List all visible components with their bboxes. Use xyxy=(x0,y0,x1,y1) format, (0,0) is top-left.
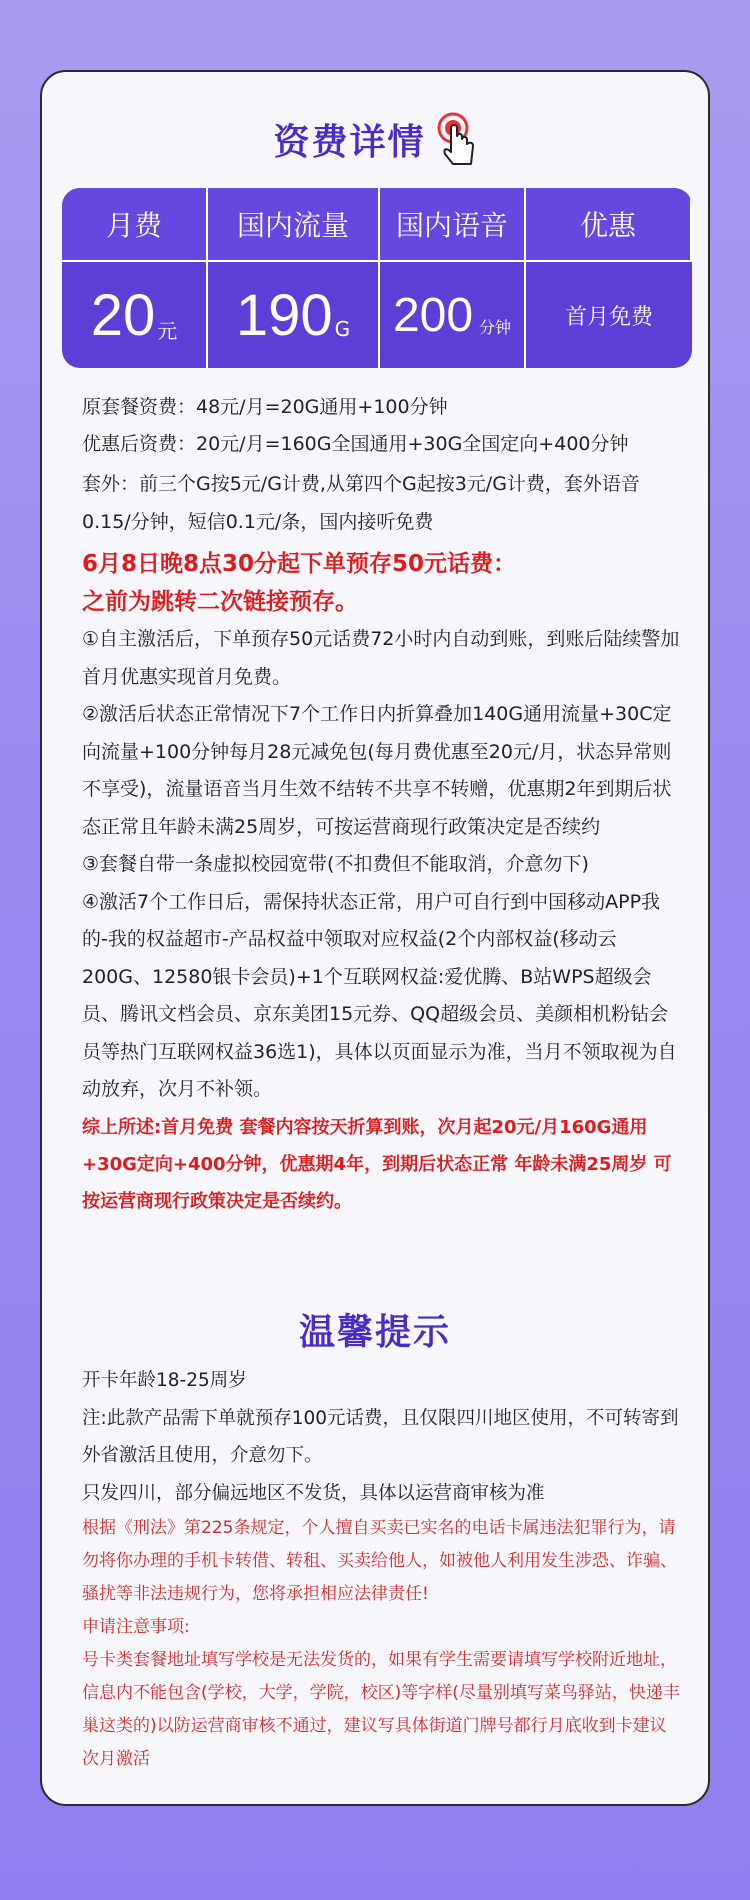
promo-value: 首月免费 xyxy=(564,304,653,330)
tips-title: 温馨提示 xyxy=(298,1312,451,1353)
header-monthly-fee: 月费 xyxy=(62,188,208,260)
rule-item-1: ①自主激活后，下单预存50元话费72小时内自动到账，到账后陆续警加首月优惠实现首月免费。 xyxy=(82,628,680,688)
voice-cell xyxy=(380,262,526,368)
tip-legal: 根据《刑法》第225条规定，个人擅自买卖已实名的电话卡属违法犯罪行为，请勿将你办理的手机卡转借、转租、买卖给他人，如被他人利用发生涉恐、诈骗、骚扰等非法违规行为，您将承担相应法律责任! xyxy=(82,1518,677,1604)
header-promo: 优惠 xyxy=(526,188,692,260)
notice-line-1: 6月8日晚8点30分起下单预存50元话费： xyxy=(82,551,517,577)
apply-title: 申请注意事项: xyxy=(82,1617,190,1637)
page-title: 资费详情 xyxy=(273,121,426,163)
monthly-fee-unit: 元 xyxy=(157,318,178,343)
data-unit: G xyxy=(334,317,351,341)
voice-value: 200 xyxy=(392,288,474,342)
promo-cell xyxy=(526,262,692,368)
original-plan: 原套餐资费：48元/月=20G通用+100分钟 xyxy=(82,396,448,418)
notice-line-2: 之前为跳转二次链接预存。 xyxy=(82,589,358,615)
discounted-plan: 优惠后资费：20元/月=160G全国通用+30G全国定向+400分钟 xyxy=(82,433,629,455)
plan-details xyxy=(82,392,682,1220)
rule-item-4: ④激活7个工作日后，需保持状态正常，用户可自行到中国移动APP我的-我的权益超市-产品权益中领取对应权益(2个内部权益(移动云200G、12580银卡会员)+1个互联网权益:爱优腾、B站WPS超级会员、腾讯文档会员、京东美团15元券、QQ超级会员、美颜相机粉钻会员等热门互联网权益36选1)，具体以页面显示为准，当月不领取视为自动放弃，次月不补领。 xyxy=(82,890,677,1100)
apply-text: 号卡类套餐地址填写学校是无法发货的，如果有学生需要请填写学校附近地址，信息内不能包含(学校，大学，学院，校区)等字样(尽量别填写菜鸟驿站，快递丰巢这类的)以防运营商审核不通过，建议写具体街道门牌号都行月底收到卡建议次月激活 xyxy=(82,1650,680,1769)
rule-item-3: ③套餐自带一条虚拟校园宽带(不扣费但不能取消，介意勿下) xyxy=(82,853,589,875)
monthly-fee-cell xyxy=(62,262,208,368)
header-data: 国内流量 xyxy=(208,188,380,260)
tip-age: 开卡年龄18-25周岁 xyxy=(82,1370,247,1391)
fee-table-header xyxy=(62,188,692,260)
data-cell xyxy=(208,262,380,368)
header-voice: 国内语音 xyxy=(380,188,526,260)
tips-section xyxy=(82,1362,682,1776)
data-value: 190 xyxy=(235,282,333,348)
tip-shipping: 只发四川，部分偏远地区不发货，具体以运营商审核为准 xyxy=(82,1482,545,1504)
fee-table xyxy=(62,188,692,368)
rule-item-2: ②激活后状态正常情况下7个工作日内折算叠加140G通用流量+30C定向流量+100分钟每月28元减免包(每月费优惠至20元/月，状态异常则不享受)，流量语音当月生效不结转不共享不转赠，优惠期2年到期后状态正常且年龄未满25周岁，可按运营商现行政策决定是否续约 xyxy=(82,703,672,838)
overage-rules: 套外：前三个G按5元/G计费,从第四个G起按3元/G计费，套外语音0.15/分钟，短信0.1元/条，国内接听免费 xyxy=(82,473,640,533)
plan-card xyxy=(40,70,710,1806)
monthly-fee-value: 20 xyxy=(90,282,156,348)
fee-table-values xyxy=(62,262,692,368)
hand-pointer-icon xyxy=(437,112,477,166)
summary: 综上所述:首月免费 套餐内容按天折算到账，次月起20元/月160G通用+30G定向+400分钟，优惠期4年，到期后状态正常 年龄未满25周岁 可按运营商现行政策决定是否续约。 xyxy=(82,1116,672,1212)
title-row xyxy=(42,112,708,172)
tip-note: 注:此款产品需下单就预存100元话费，且仅限四川地区使用，不可转寄到外省激活且使用，介意勿下。 xyxy=(82,1407,679,1466)
voice-unit: 分钟 xyxy=(479,317,512,337)
